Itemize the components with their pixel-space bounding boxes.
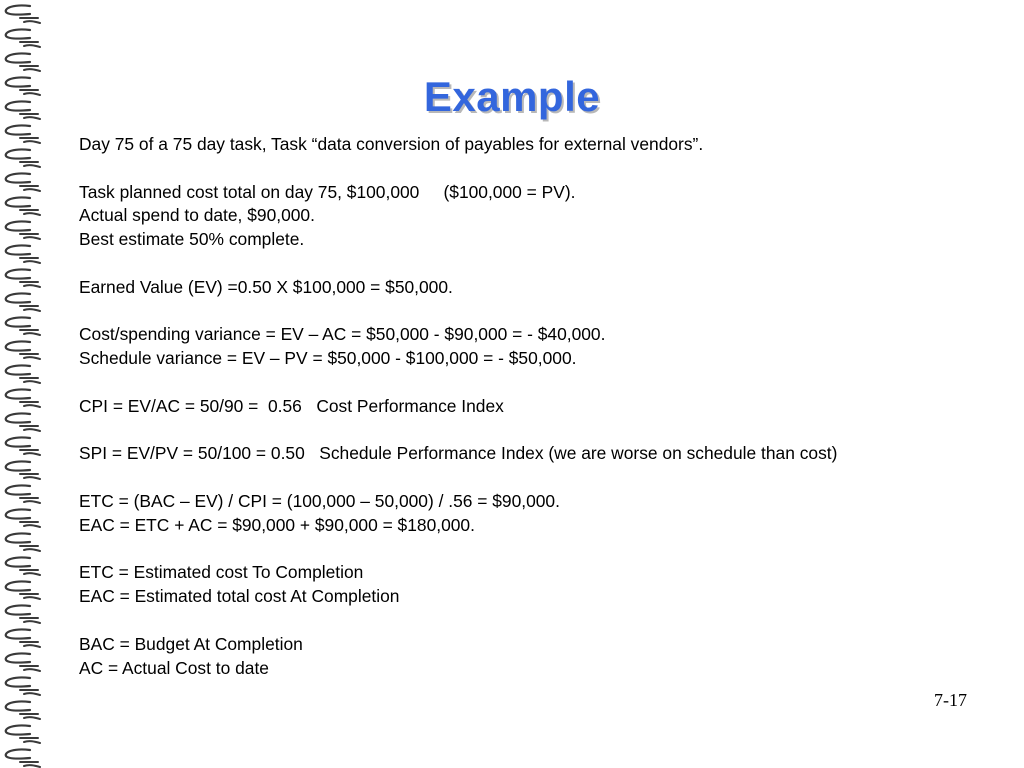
slide-body	[79, 133, 909, 680]
body-text-line: Schedule variance = EV – PV = $50,000 - $100,000 = - $50,000.	[79, 348, 577, 369]
page-number: 7-17	[934, 690, 967, 710]
blank-line	[79, 300, 909, 324]
binding-ring	[6, 365, 40, 383]
binding-ring	[6, 437, 40, 455]
body-text-line: BAC = Budget At Completion	[79, 633, 303, 654]
body-text-line: AC = Actual Cost to date	[79, 657, 269, 678]
binding-ring	[6, 605, 40, 623]
slide-title: Example	[423, 73, 601, 120]
binding-ring	[6, 389, 40, 407]
binding-ring	[6, 317, 40, 335]
binding-ring	[6, 125, 40, 143]
body-text-line: CPI = EV/AC = 50/90 = 0.56 Cost Performance Index	[79, 395, 504, 416]
binding-ring	[6, 725, 40, 743]
binding-ring	[6, 653, 40, 671]
body-text-line: ETC = Estimated cost To Completion	[79, 562, 364, 583]
binding-ring	[6, 5, 40, 23]
binding-ring	[6, 629, 40, 647]
binding-ring	[6, 701, 40, 719]
blank-line	[79, 419, 909, 443]
blank-line	[79, 609, 909, 633]
binding-ring	[6, 341, 40, 359]
body-text-line: Best estimate 50% complete.	[79, 229, 305, 250]
blank-line	[79, 371, 909, 395]
blank-line	[79, 538, 909, 562]
binding-ring	[6, 413, 40, 431]
binding-ring	[6, 29, 40, 47]
binding-ring	[6, 581, 40, 599]
binding-ring	[6, 173, 40, 191]
binding-ring	[6, 293, 40, 311]
blank-line	[79, 252, 909, 276]
binding-ring	[6, 269, 40, 287]
body-text-line: Cost/spending variance = EV – AC = $50,000 - $90,000 = - $40,000.	[79, 324, 606, 345]
blank-line	[79, 157, 909, 181]
binding-ring	[6, 677, 40, 695]
binding-ring	[6, 557, 40, 575]
binding-ring	[6, 245, 40, 263]
body-text-line: ETC = (BAC – EV) / CPI = (100,000 – 50,000) / .56 = $90,000.	[79, 490, 560, 511]
body-text-line: Day 75 of a 75 day task, Task “data conversion of payables for external vendors”.	[79, 134, 704, 154]
binding-ring	[6, 485, 40, 503]
binding-ring	[6, 533, 40, 551]
binding-ring	[6, 197, 40, 215]
body-text-line: Actual spend to date, $90,000.	[79, 205, 315, 226]
binding-ring	[6, 53, 40, 71]
binding-ring	[6, 221, 40, 239]
blank-line	[79, 466, 909, 490]
body-text-line: Earned Value (EV) =0.50 X $100,000 = $50,000.	[79, 276, 453, 297]
body-text-line: SPI = EV/PV = 50/100 = 0.50 Schedule Performance Index (we are worse on schedule than cost)	[79, 443, 838, 464]
binding-ring	[6, 149, 40, 167]
body-text-line: EAC = ETC + AC = $90,000 + $90,000 = $180,000.	[79, 514, 475, 535]
body-text-line: EAC = Estimated total cost At Completion	[79, 586, 400, 607]
binding-ring	[6, 461, 40, 479]
binding-ring	[6, 509, 40, 527]
binding-ring	[6, 749, 40, 767]
body-text-line: Task planned cost total on day 75, $100,000 ($100,000 = PV).	[79, 181, 576, 202]
